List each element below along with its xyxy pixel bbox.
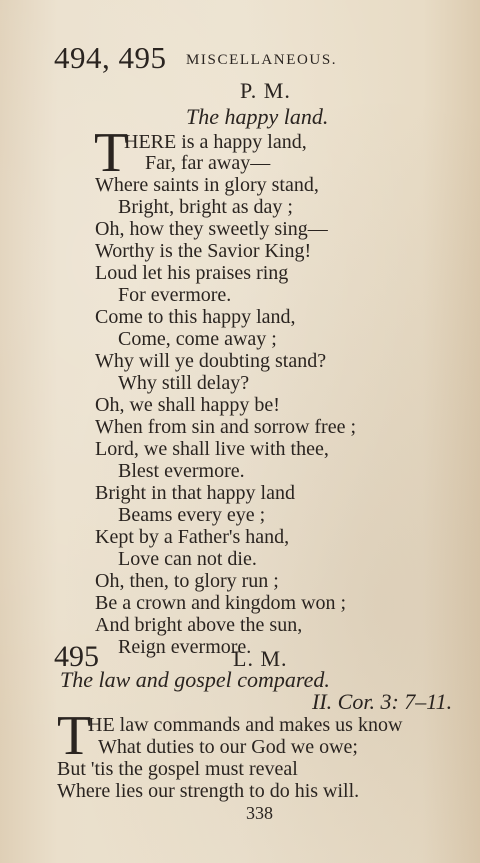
- hymn-494-line: Blest evermore.: [118, 460, 245, 482]
- hymn-494-line: Loud let his praises ring: [95, 262, 289, 284]
- hymn-494-line: Reign evermore.: [118, 636, 252, 658]
- hymn-494-line: Come to this happy land,: [95, 306, 296, 328]
- hymn-494-first-line: HERE is a happy land,: [124, 131, 307, 153]
- hymn-494-line: Lord, we shall live with thee,: [95, 438, 329, 460]
- scripture-reference: II. Cor. 3: 7–11.: [312, 689, 453, 714]
- hymn-494-meter: P. M.: [240, 78, 291, 103]
- hymn-494-line: Why will ye doubting stand?: [95, 350, 327, 372]
- hymn-494-line: Bright in that happy land: [95, 482, 295, 504]
- hymn-494-line: Far, far away—: [145, 152, 271, 174]
- hymn-495-number: 495: [54, 640, 99, 673]
- hymn-494-line: Love can not die.: [118, 548, 257, 570]
- hymn-494-line: Why still delay?: [118, 372, 250, 394]
- hymn-494-line: Bright, bright as day ;: [118, 196, 293, 218]
- hymn-495-line: Where lies our strength to do his will.: [57, 780, 360, 802]
- hymn-494-tune: The happy land.: [186, 104, 329, 129]
- hymn-494-drop-cap: T: [94, 122, 129, 184]
- hymn-numbers-header: 494, 495: [54, 40, 167, 75]
- hymn-495-title: The law and gospel compared.: [60, 667, 330, 692]
- hymn-494-line: Oh, we shall happy be!: [95, 394, 280, 416]
- hymn-495-line: But 'tis the gospel must reveal: [57, 758, 298, 780]
- hymn-494-line: When from sin and sorrow free ;: [95, 416, 357, 438]
- section-title: MISCELLANEOUS.: [186, 52, 338, 68]
- hymn-495-meter: L. M.: [233, 646, 288, 671]
- hymn-494-line: For evermore.: [118, 284, 232, 306]
- hymn-494-line: And bright above the sun,: [95, 614, 303, 636]
- hymn-494-line: Be a crown and kingdom won ;: [95, 592, 347, 614]
- hymn-494-line: Where saints in glory stand,: [95, 174, 319, 196]
- hymn-495-drop-cap: T: [57, 705, 92, 767]
- hymn-494-line: Worthy is the Savior King!: [95, 240, 312, 262]
- hymn-495-line: What duties to our God we owe;: [98, 736, 358, 758]
- hymn-494-line: Come, come away ;: [118, 328, 277, 350]
- hymn-495-line: HE law commands and makes us know: [88, 714, 403, 736]
- hymn-494-line: Kept by a Father's hand,: [95, 526, 290, 548]
- hymn-494-line: Oh, then, to glory run ;: [95, 570, 279, 592]
- hymn-494-line: Beams every eye ;: [118, 504, 266, 526]
- page-number: 338: [246, 803, 273, 823]
- hymn-494-line: Oh, how they sweetly sing—: [95, 218, 328, 240]
